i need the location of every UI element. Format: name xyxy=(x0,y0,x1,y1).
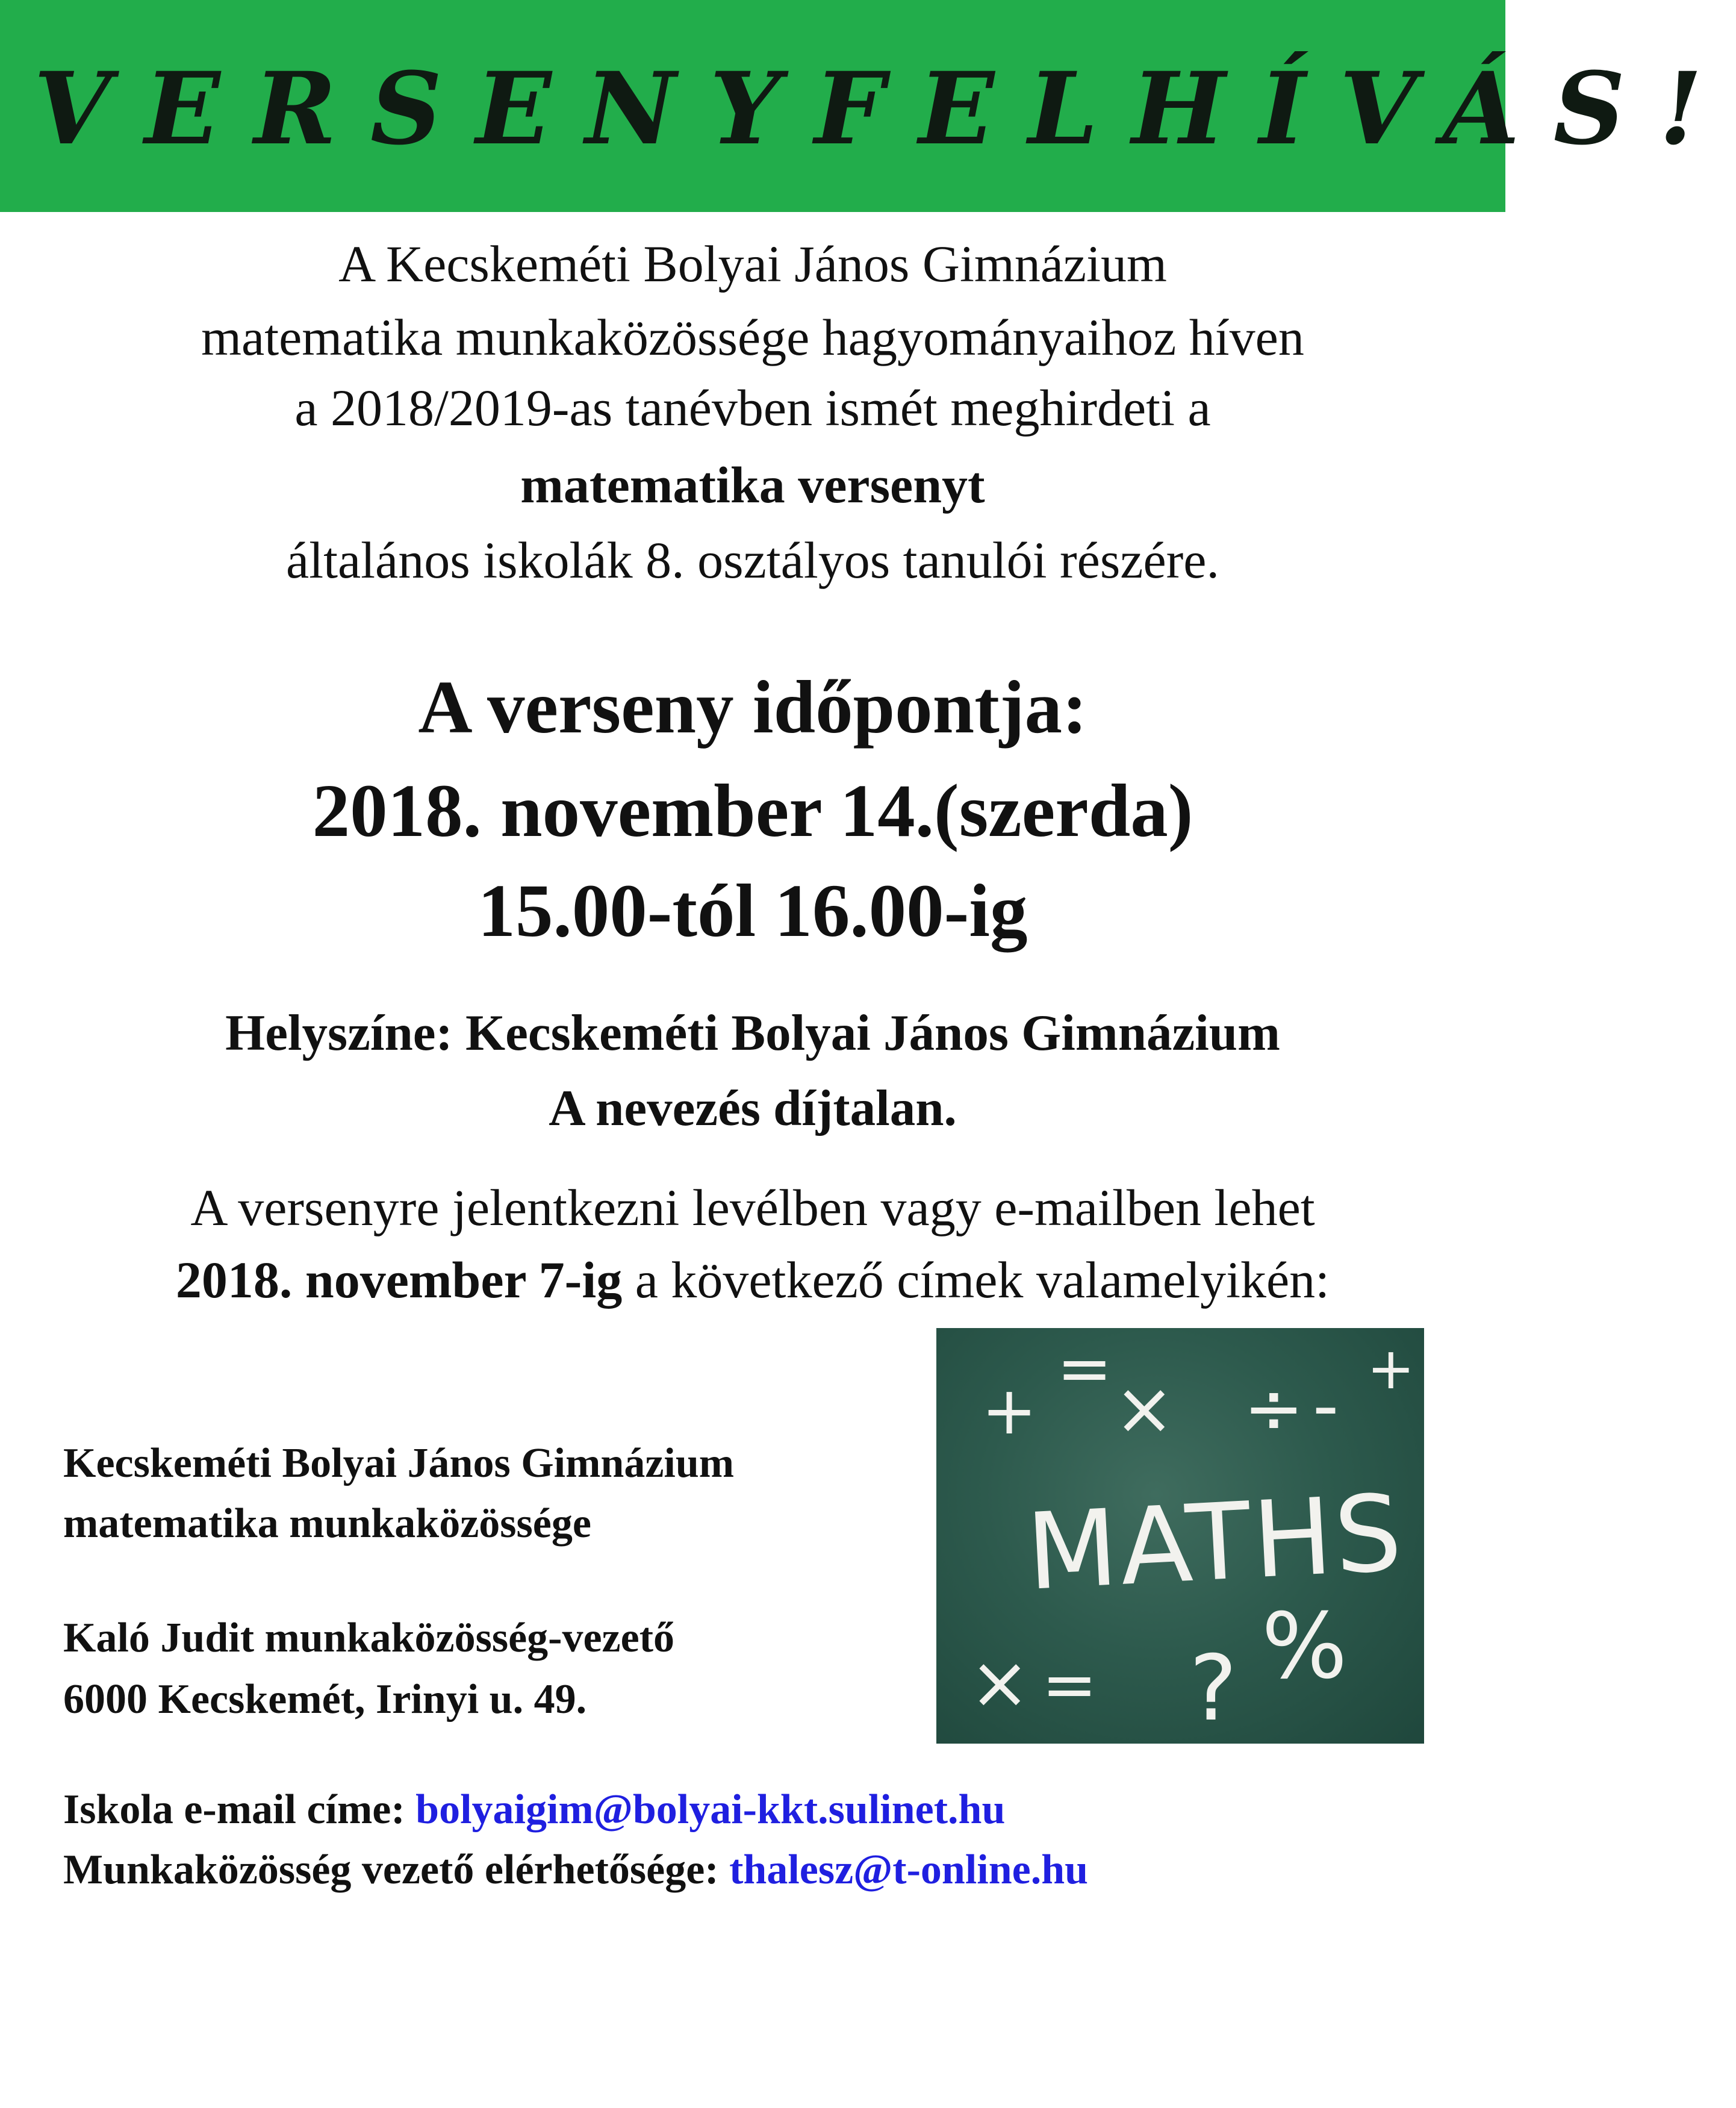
school-email-row xyxy=(63,1783,1005,1837)
entry-fee: A nevezés díjtalan. xyxy=(549,1080,957,1137)
chalk-symbol-minus: - xyxy=(1313,1364,1339,1448)
poster-title: VERSENYFELHÍVÁS! xyxy=(34,50,1736,167)
leader-email-link[interactable]: thalesz@t-online.hu xyxy=(729,1847,1089,1893)
event-time: 15.00-tól 16.00-ig xyxy=(478,870,1028,953)
intro-line-3: a 2018/2019-as tanévben ismét meghirdeti a xyxy=(294,379,1211,437)
maths-chalkboard-image xyxy=(936,1328,1424,1744)
address-org-line-2: matematika munkaközössége xyxy=(63,1500,591,1547)
chalkboard-drawing xyxy=(936,1328,1424,1744)
chalk-symbol-equals-2: = xyxy=(1042,1646,1098,1723)
application-line-2 xyxy=(0,1244,1505,1315)
school-email-label: Iskola e-mail címe: xyxy=(63,1786,416,1833)
leader-email-row xyxy=(63,1843,1088,1897)
chalk-symbol-equals-1: = xyxy=(1057,1330,1113,1407)
address-street: 6000 Kecskemét, Irinyi u. 49. xyxy=(63,1676,587,1723)
leader-email-label: Munkaközösség vezető elérhetősége: xyxy=(63,1847,730,1893)
chalk-symbol-plus-1: + xyxy=(982,1372,1038,1449)
application-line-2-rest: a következő címek valamelyikén: xyxy=(622,1251,1330,1309)
chalk-symbol-percent: % xyxy=(1262,1594,1348,1699)
intro-line-1: A Kecskeméti Bolyai János Gimnázium xyxy=(338,235,1167,293)
chalk-symbol-times-2: × xyxy=(969,1641,1030,1725)
application-deadline: 2018. november 7-ig xyxy=(175,1251,623,1309)
event-heading: A verseny időpontja: xyxy=(418,666,1087,749)
intro-line-5: általános iskolák 8. osztályos tanulói részére. xyxy=(286,531,1219,589)
chalk-symbol-question: ? xyxy=(1189,1636,1237,1741)
intro-line-2: matematika munkaközössége hagyományaihoz híven xyxy=(201,308,1304,366)
address-person: Kaló Judit munkaközösség-vezető xyxy=(63,1615,674,1661)
school-email-link[interactable]: bolyaigim@bolyai-kkt.sulinet.hu xyxy=(415,1786,1006,1833)
event-date: 2018. november 14.(szerda) xyxy=(312,770,1193,853)
application-line-1: A versenyre jelentkezni levélben vagy e-mailben lehet xyxy=(190,1179,1315,1236)
chalk-word: MATHS xyxy=(1024,1472,1407,1614)
venue-location: Helyszíne: Kecskeméti Bolyai János Gimnázium xyxy=(225,1005,1280,1061)
chalk-symbol-times-1: × xyxy=(1114,1367,1175,1451)
chalk-symbol-divide: ÷ xyxy=(1243,1367,1304,1451)
competition-name: matematika versenyt xyxy=(520,456,985,514)
address-org-line-1: Kecskeméti Bolyai János Gimnázium xyxy=(63,1440,735,1486)
chalk-symbol-plus-2: + xyxy=(1367,1336,1415,1402)
